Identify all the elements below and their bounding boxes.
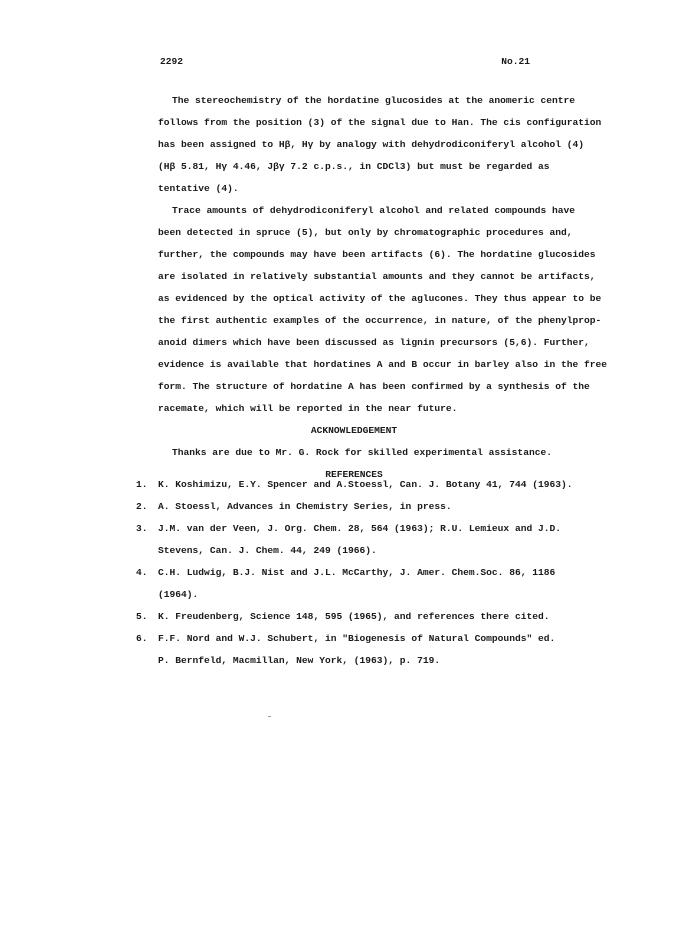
reference-number: 2.: [136, 501, 148, 512]
reference-text: A. Stoessl, Advances in Chemistry Series, in press.: [158, 501, 452, 512]
reference-item: [136, 628, 556, 650]
paragraph-1-line: tentative (4).: [158, 183, 239, 194]
paragraph-1-line: (Hβ 5.81, Hγ 4.46, Jβγ 7.2 c.p.s., in CDCl3) but must be regarded as: [158, 161, 550, 172]
reference-item: [136, 474, 573, 496]
reference-continuation: P. Bernfeld, Macmillan, New York, (1963), p. 719.: [158, 655, 441, 666]
page-number: 2292: [160, 56, 184, 67]
reference-number: 3.: [136, 523, 148, 534]
paragraph-2-line: evidence is available that hordatines A and B occur in barley also in the free: [158, 359, 608, 370]
reference-text: F.F. Nord and W.J. Schubert, in "Biogenesis of Natural Compounds" ed.: [158, 633, 556, 644]
paragraph-1-line: has been assigned to Hβ, Hγ by analogy with dehydrodiconiferyl alcohol (4): [158, 139, 585, 150]
issue-number: No.21: [501, 56, 530, 67]
paragraph-2-line: Trace amounts of dehydrodiconiferyl alcohol and related compounds have: [172, 205, 576, 216]
reference-continuation: (1964).: [158, 589, 199, 600]
reference-item: [136, 562, 556, 584]
paragraph-2-line: been detected in spruce (5), but only by chromatographic procedures and,: [158, 227, 573, 238]
reference-number: 1.: [136, 479, 148, 490]
reference-number: 6.: [136, 633, 148, 644]
reference-list: [136, 474, 573, 672]
reference-item: [136, 518, 562, 540]
reference-item: [136, 496, 556, 518]
paragraph-1-line: The stereochemistry of the hordatine glucosides at the anomeric centre: [172, 95, 576, 106]
paragraph-2-line: the first authentic examples of the occurrence, in nature, of the phenylprop-: [158, 315, 602, 326]
body-text: [158, 90, 608, 486]
paragraph-2-line: are isolated in relatively substantial amounts and they cannot be artifacts,: [158, 271, 596, 282]
acknowledgement-text: Thanks are due to Mr. G. Rock for skilled experimental assistance.: [172, 447, 552, 458]
reference-text: J.M. van der Veen, J. Org. Chem. 28, 564 (1963); R.U. Lemieux and J.D.: [158, 523, 562, 534]
reference-continuation: Stevens, Can. J. Chem. 44, 249 (1966).: [158, 545, 377, 556]
paragraph-2-line: as evidenced by the optical activity of the aglucones. They thus appear to be: [158, 293, 602, 304]
references-heading: REFERENCES: [325, 469, 383, 480]
reference-text: C.H. Ludwig, B.J. Nist and J.L. McCarthy, J. Amer. Chem.Soc. 86, 1186: [158, 567, 556, 578]
paragraph-2-line: racemate, which will be reported in the near future.: [158, 403, 458, 414]
reference-number: 4.: [136, 567, 148, 578]
acknowledgement-heading: ACKNOWLEDGEMENT: [310, 425, 398, 436]
page-header: [160, 56, 530, 67]
paragraph-1-line: follows from the position (3) of the signal due to Han. The cis configuration: [158, 117, 602, 128]
paragraph-2-line: form. The structure of hordatine A has been confirmed by a synthesis of the: [158, 381, 590, 392]
paragraph-2-line: anoid dimers which have been discussed as lignin precursors (5,6). Further,: [158, 337, 590, 348]
reference-text: K. Freudenberg, Science 148, 595 (1965), and references there cited.: [158, 611, 550, 622]
reference-text: K. Koshimizu, E.Y. Spencer and A.Stoessl, Can. J. Botany 41, 744 (1963).: [158, 479, 573, 490]
stray-mark: [268, 716, 271, 717]
reference-number: 5.: [136, 611, 148, 622]
reference-item: [136, 606, 556, 628]
paragraph-2-line: further, the compounds may have been artifacts (6). The hordatine glucosides: [158, 249, 596, 260]
